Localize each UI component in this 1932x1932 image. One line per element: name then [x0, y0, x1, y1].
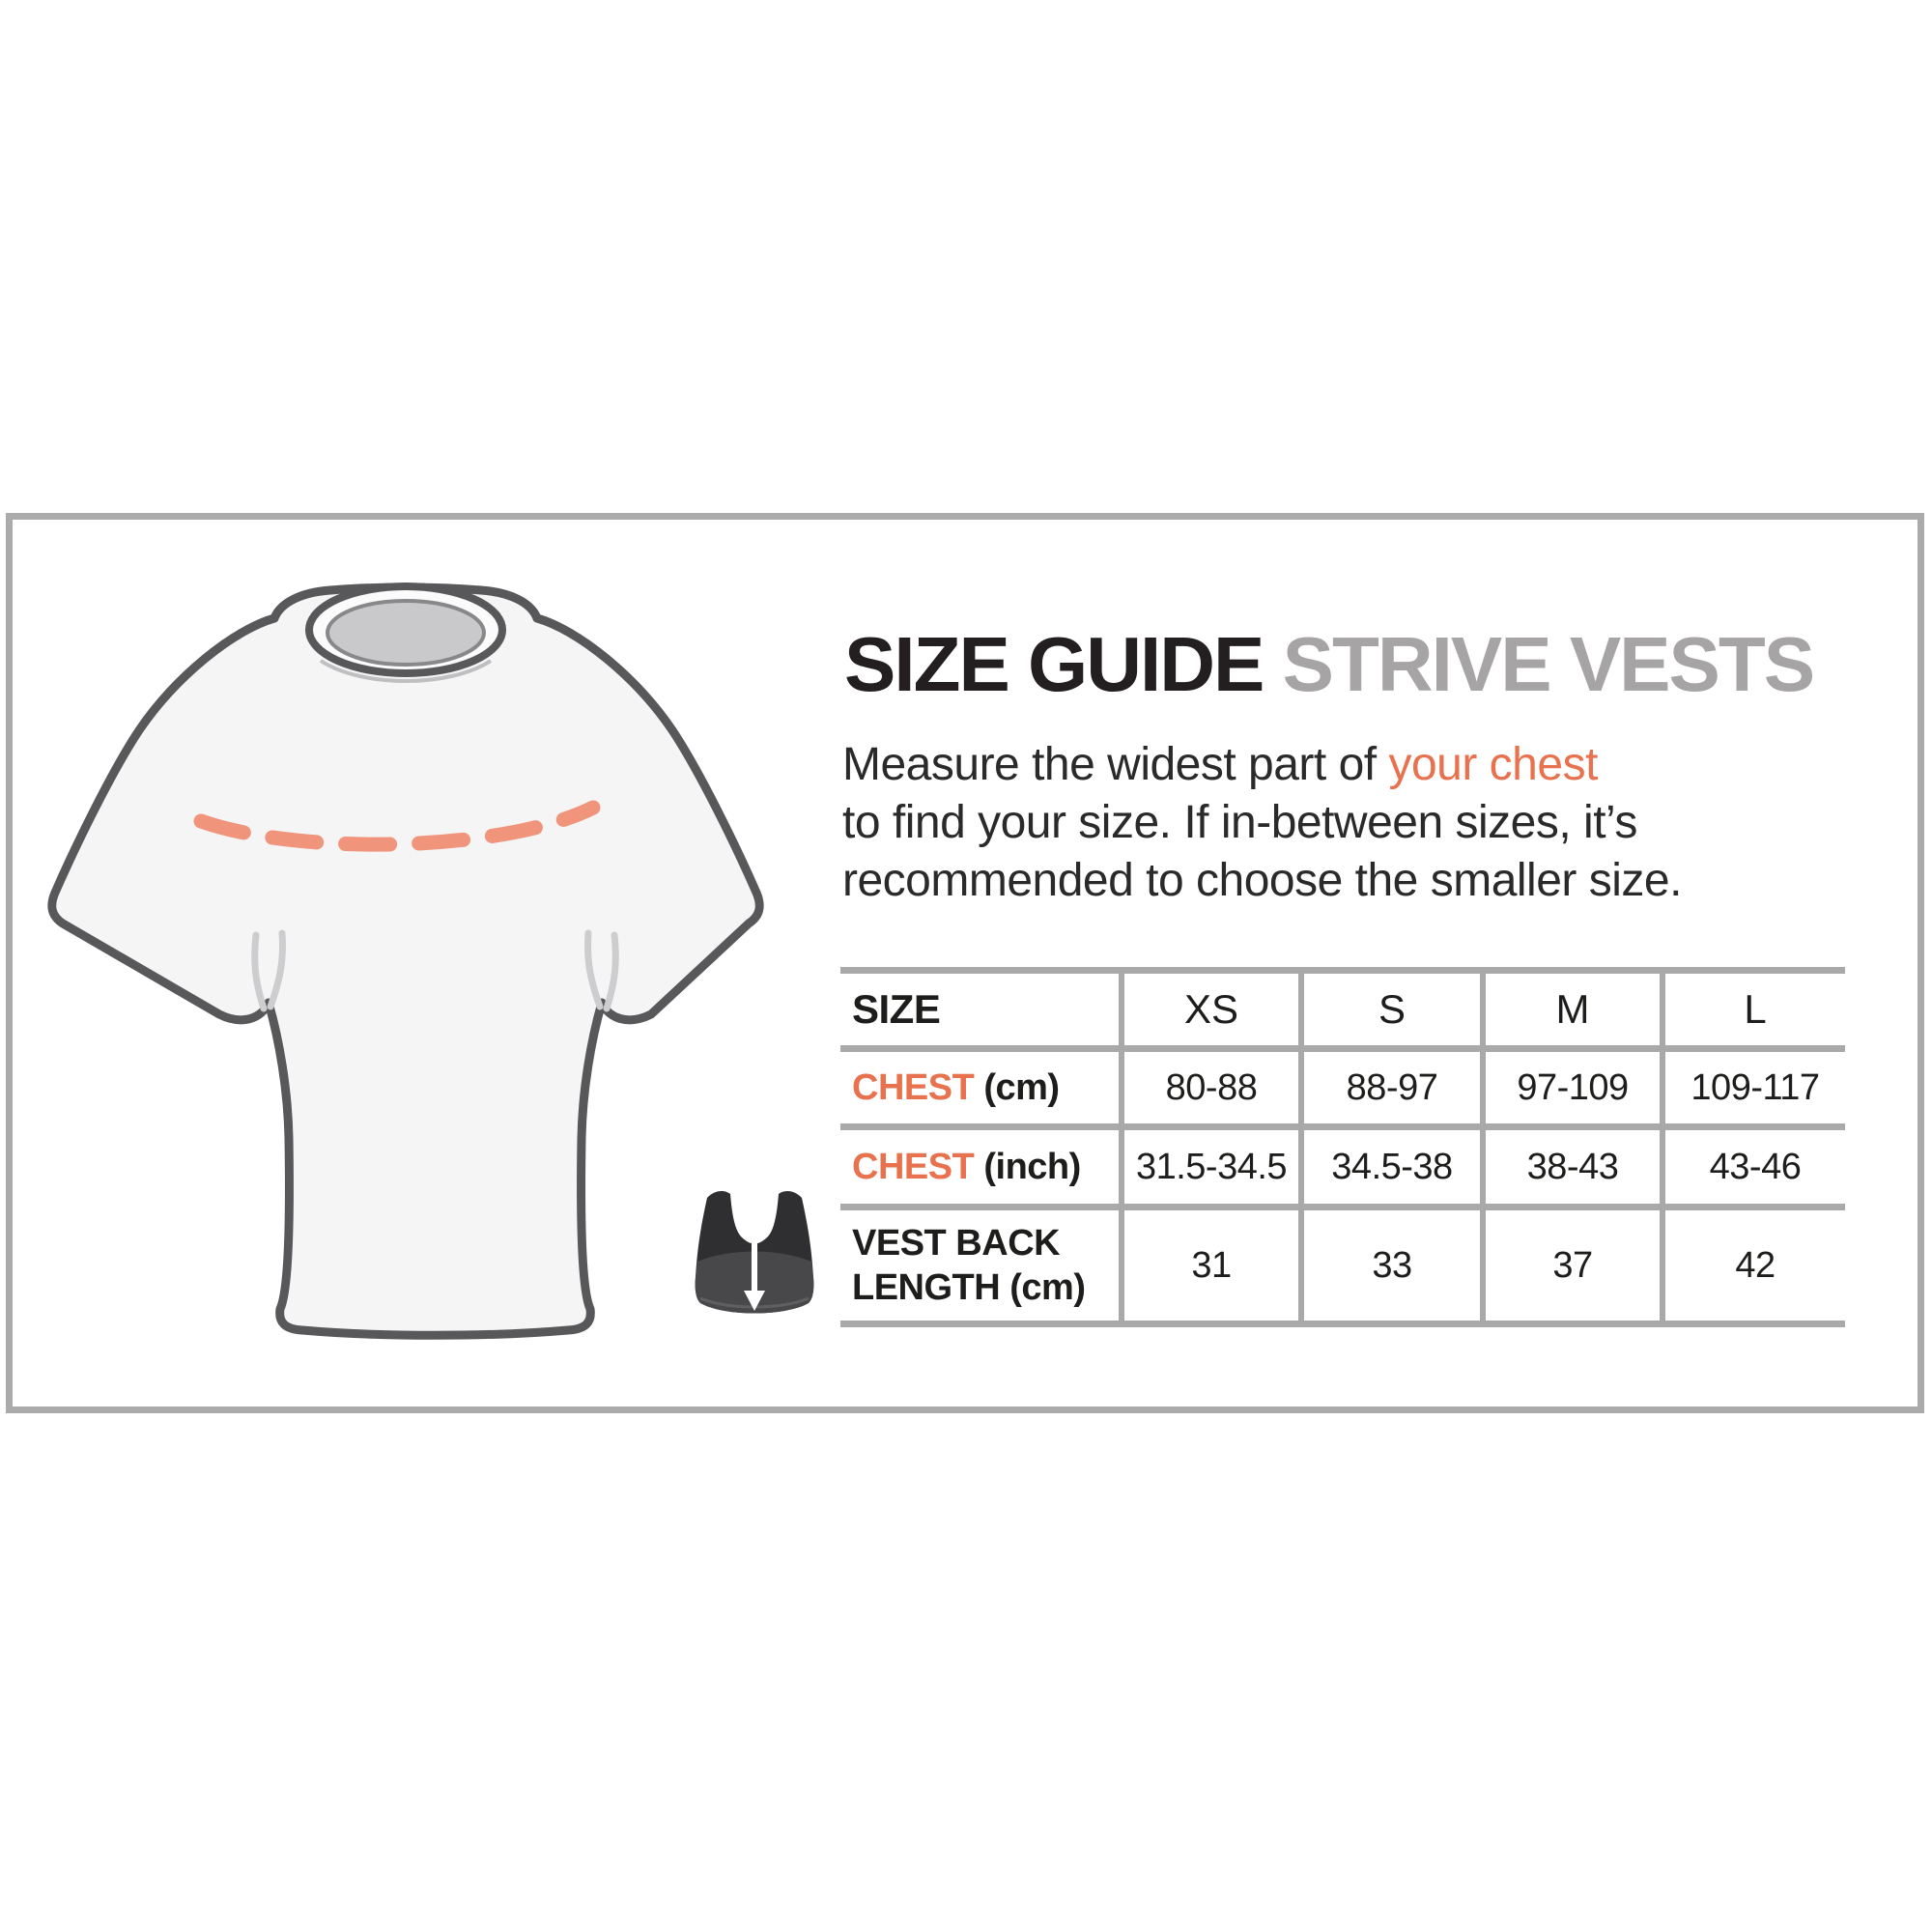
- chest-inch-unit: (inch): [983, 1147, 1081, 1187]
- size-col-l: L: [1660, 967, 1845, 1045]
- page-title-black: SIZE GUIDE: [844, 621, 1264, 707]
- intro-line1-prefix: Measure the widest part of: [842, 739, 1377, 790]
- collar-inner: [327, 601, 484, 665]
- tshirt-outline: [52, 587, 760, 1335]
- intro-line1-highlight: your chest: [1388, 739, 1598, 790]
- size-col-xs: XS: [1119, 967, 1298, 1045]
- chest-cm-unit: (cm): [983, 1067, 1060, 1108]
- size-col-s: S: [1298, 967, 1480, 1045]
- chest-cm-m: 97-109: [1480, 1045, 1660, 1123]
- vest-length-xs: 31: [1119, 1204, 1298, 1327]
- table-row-chest-cm: [840, 1045, 1845, 1123]
- size-chart-table: [840, 967, 1845, 1327]
- page-title: [844, 621, 1814, 707]
- chest-inch-l: 43-46: [1660, 1123, 1845, 1204]
- chest-label: CHEST: [852, 1147, 975, 1187]
- row-label-chest-cm: [840, 1045, 1119, 1123]
- vest-length-s: 33: [1298, 1204, 1480, 1327]
- chest-inch-m: 38-43: [1480, 1123, 1660, 1204]
- intro-line3: recommended to choose the smaller size.: [842, 855, 1682, 906]
- tshirt-illustration: [29, 578, 782, 1350]
- intro-paragraph: [842, 736, 1682, 910]
- table-row-header: [840, 967, 1845, 1045]
- chest-cm-s: 88-97: [1298, 1045, 1480, 1123]
- size-col-m: M: [1480, 967, 1660, 1045]
- table-row-vest-back-length: [840, 1204, 1845, 1327]
- chest-cm-xs: 80-88: [1119, 1045, 1298, 1123]
- vest-back-length-icon: [690, 1184, 819, 1320]
- row-label-vest-back-length: VEST BACK LENGTH (cm): [840, 1204, 1119, 1327]
- intro-line2: to find your size. If in-between sizes, it’s: [842, 797, 1637, 848]
- chest-inch-s: 34.5-38: [1298, 1123, 1480, 1204]
- row-label-chest-inch: [840, 1123, 1119, 1204]
- vest-length-l: 42: [1660, 1204, 1845, 1327]
- table-row-chest-inch: [840, 1123, 1845, 1204]
- header-label-size: SIZE: [840, 967, 1119, 1045]
- page-title-gray: STRIVE VESTS: [1282, 621, 1814, 707]
- vest-length-m: 37: [1480, 1204, 1660, 1327]
- chest-cm-l: 109-117: [1660, 1045, 1845, 1123]
- chest-inch-xs: 31.5-34.5: [1119, 1123, 1298, 1204]
- length-arrow-head-top: [744, 1193, 765, 1213]
- chest-label: CHEST: [852, 1067, 975, 1108]
